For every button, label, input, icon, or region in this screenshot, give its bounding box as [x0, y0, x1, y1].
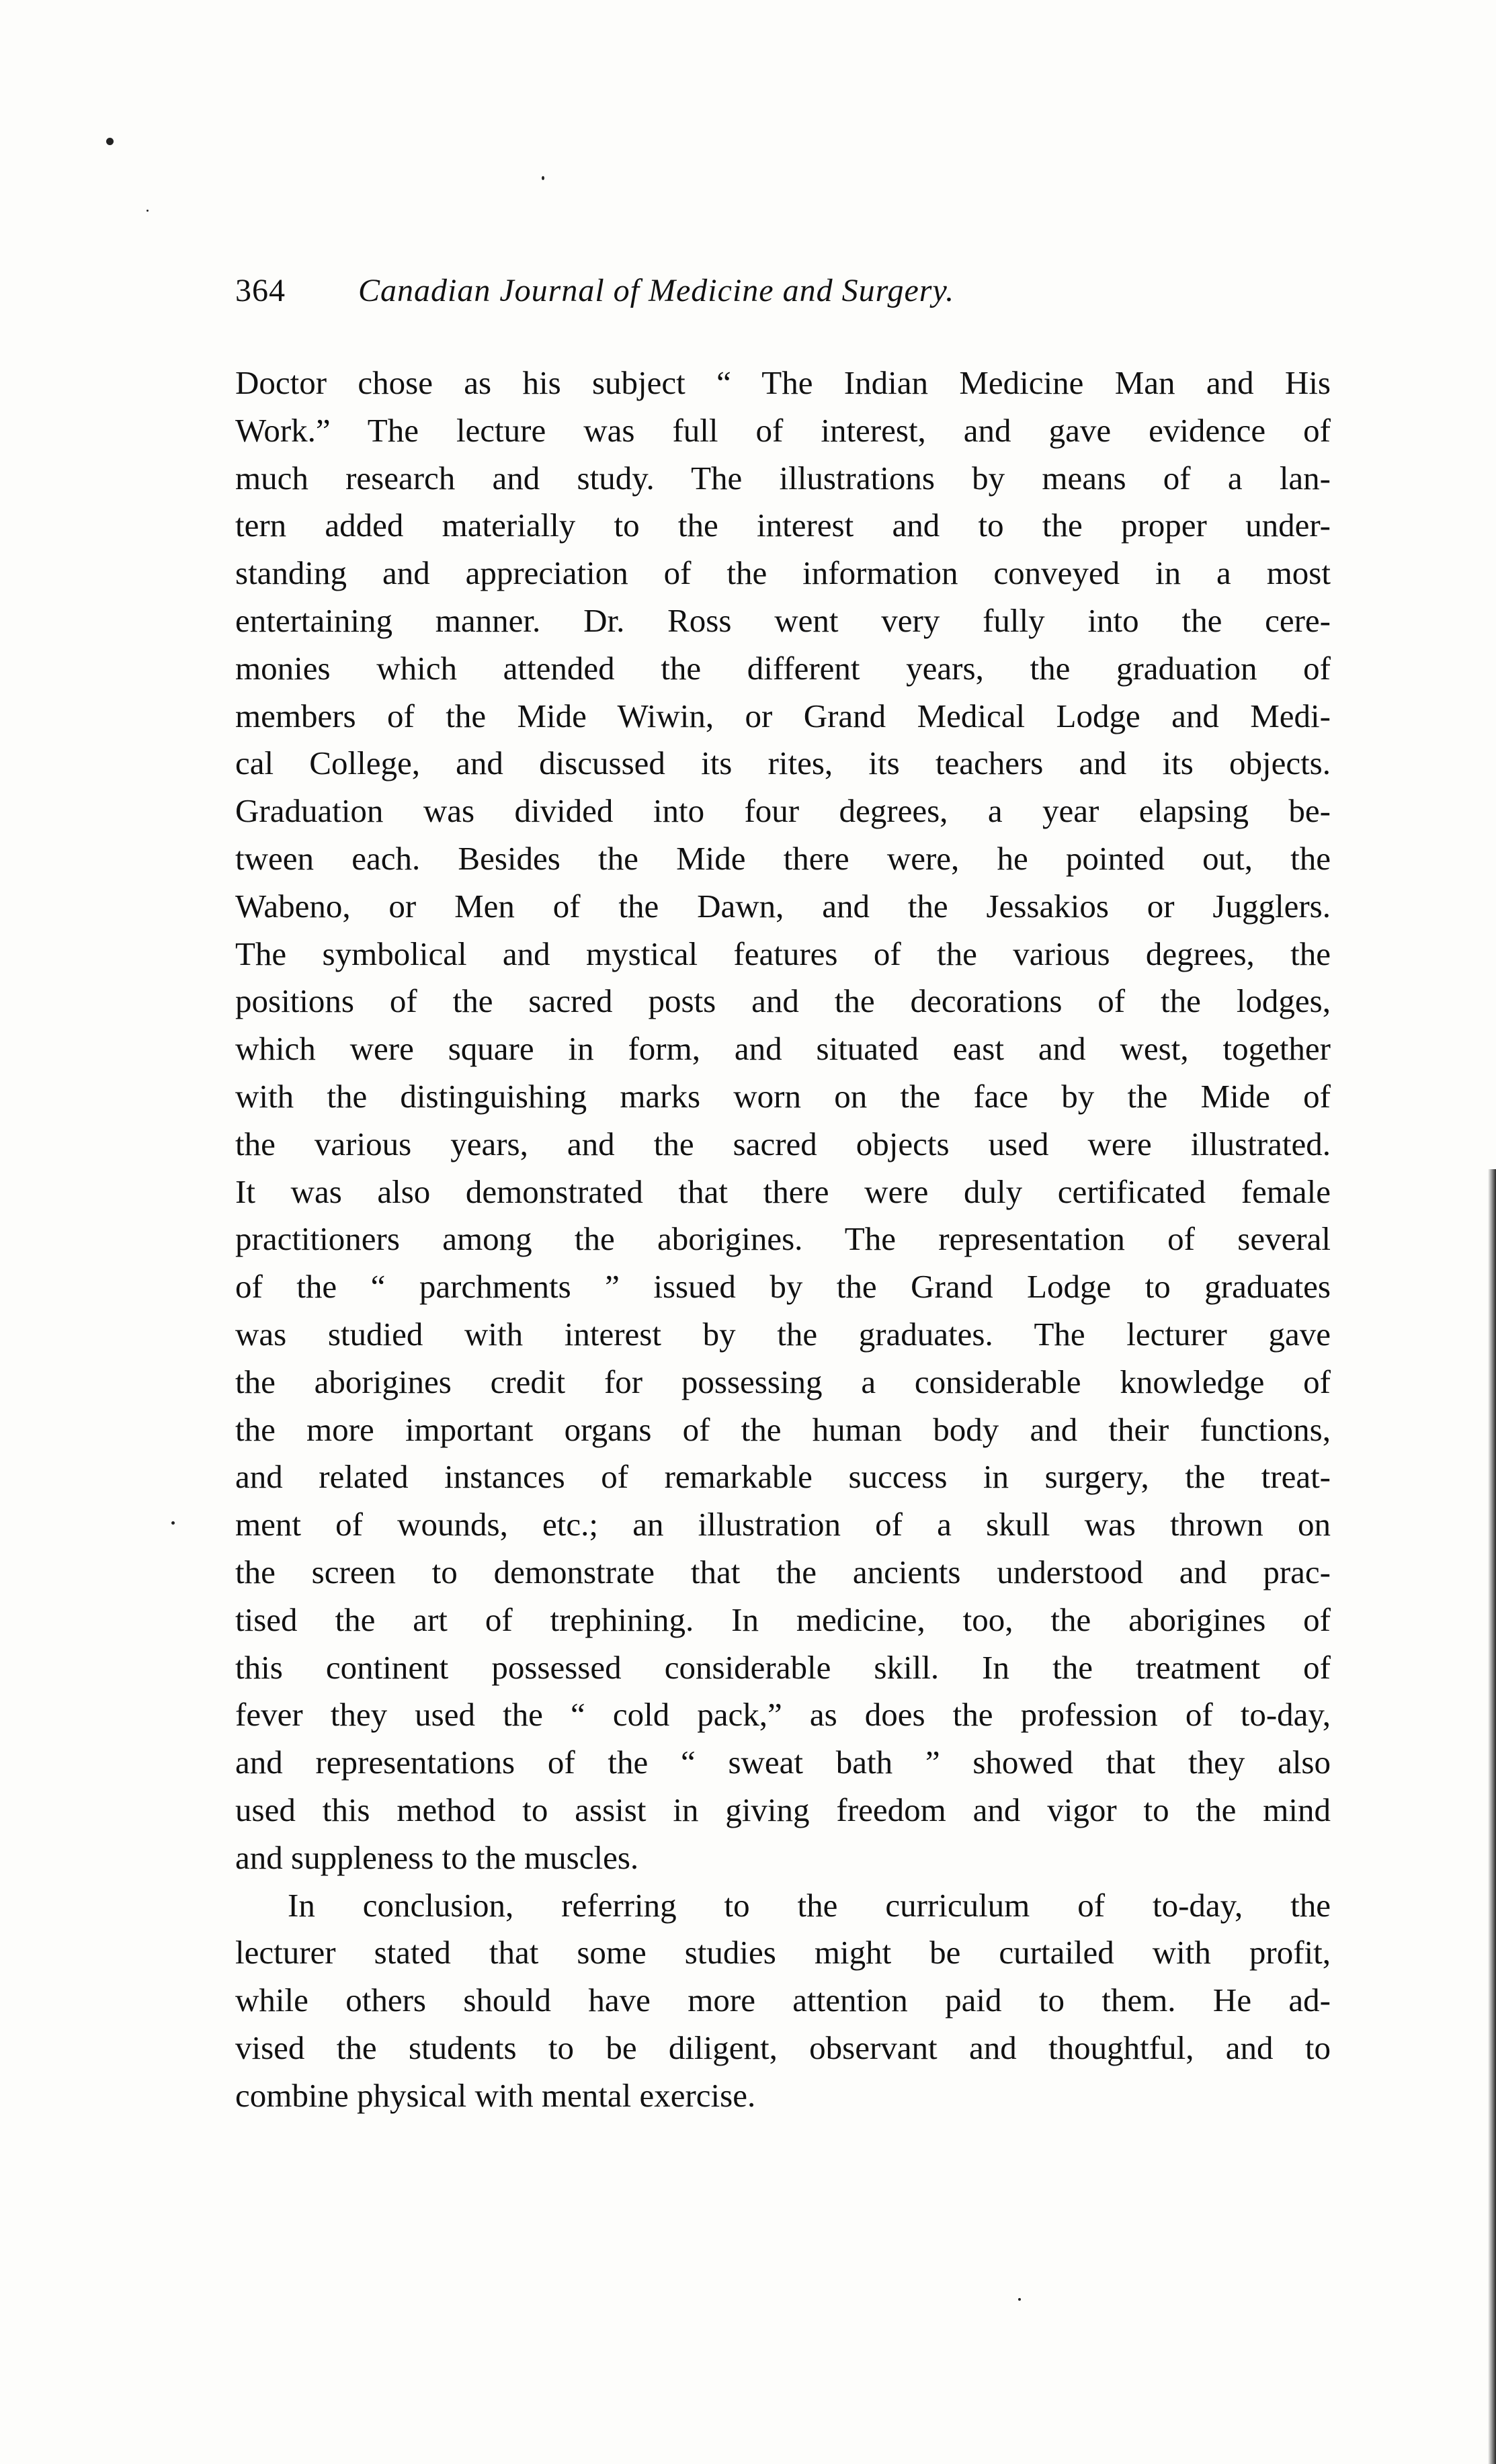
text-line: used this method to assist in giving freedom and vigor to the mind — [235, 1791, 1331, 1828]
text-line: Doctor chose as his subject “ The Indian Medicine Man and His — [235, 364, 1331, 401]
text-line: standing and appreciation of the information conveyed in a most — [235, 554, 1331, 592]
text-line: the aborigines credit for possessing a considerable knowledge of — [235, 1363, 1331, 1400]
journal-title: Canadian Journal of Medicine and Surgery. — [358, 273, 955, 308]
text-line: cal College, and discussed its rites, its teachers and its objects. — [235, 745, 1331, 782]
page-edge-shadow — [1488, 1169, 1496, 2464]
text-line: combine physical with mental exercise. — [235, 2076, 756, 2114]
text-line: with the distinguishing marks worn on the face by the Mide of — [235, 1077, 1331, 1115]
text-line: Graduation was divided into four degrees, a year elapsing be- — [235, 792, 1331, 830]
text-line: members of the Mide Wiwin, or Grand Medical Lodge and Medi- — [235, 697, 1331, 734]
text-line: which were square in form, and situated east and west, together — [235, 1030, 1331, 1068]
text-line: and representations of the “ sweat bath ” showed that they also — [235, 1744, 1331, 1781]
page-number: 364 — [235, 273, 286, 308]
text-line: while others should have more attention paid to them. He ad- — [235, 1982, 1331, 2019]
text-line: positions of the sacred posts and the decorations of the lodges, — [235, 982, 1331, 1020]
text-line: Wabeno, or Men of the Dawn, and the Jessakios or Jugglers. — [235, 887, 1331, 925]
ink-speck — [106, 138, 114, 145]
text-line: vised the students to be diligent, observant and thoughtful, and to — [235, 2029, 1331, 2066]
text-line: the various years, and the sacred objects used were illustrated. — [235, 1125, 1331, 1162]
text-line: Work.” The lecture was full of interest, and gave evidence of — [235, 411, 1331, 449]
text-line: The symbolical and mystical features of the various degrees, the — [235, 935, 1331, 972]
text-line: was studied with interest by the graduates. The lecturer gave — [235, 1315, 1331, 1353]
text-line: fever they used the “ cold pack,” as does the profession of to-day, — [235, 1696, 1331, 1734]
text-line: and related instances of remarkable success in surgery, the treat- — [235, 1458, 1331, 1496]
text-line: monies which attended the different years, the graduation of — [235, 649, 1331, 687]
article-body — [235, 359, 1331, 2119]
text-line: It was also demonstrated that there were duly certificated female — [235, 1173, 1331, 1210]
ink-speck — [542, 176, 544, 180]
text-line: of the “ parchments ” issued by the Grand Lodge to graduates — [235, 1268, 1331, 1306]
text-line: this continent possessed considerable skill. In the treatment of — [235, 1648, 1331, 1686]
paragraph — [235, 359, 1331, 1882]
text-line: tween each. Besides the Mide there were, he pointed out, the — [235, 839, 1331, 877]
text-line: entertaining manner. Dr. Ross went very fully into the cere- — [235, 601, 1331, 639]
text-line: the screen to demonstrate that the ancients understood and prac- — [235, 1553, 1331, 1590]
ink-speck — [147, 210, 149, 212]
running-header — [235, 272, 1351, 333]
text-line: ment of wounds, etc.; an illustration of a skull was thrown on — [235, 1506, 1331, 1543]
text-line: much research and study. The illustrations by means of a lan- — [235, 459, 1331, 497]
ink-speck — [1018, 2298, 1021, 2301]
text-line: In conclusion, referring to the curriculum of to-day, the — [288, 1886, 1331, 1924]
text-line: tised the art of trephining. In medicine, too, the aborigines of — [235, 1601, 1331, 1638]
text-line: tern added materially to the interest and to the proper under- — [235, 507, 1331, 544]
text-line: and suppleness to the muscles. — [235, 1838, 639, 1876]
text-line: practitioners among the aborigines. The representation of several — [235, 1220, 1331, 1258]
text-line: lecturer stated that some studies might be curtailed with profit, — [235, 1934, 1331, 1971]
paragraph — [235, 1882, 1331, 2120]
text-line: the more important organs of the human body and their functions, — [235, 1410, 1331, 1448]
ink-speck — [171, 1521, 175, 1525]
